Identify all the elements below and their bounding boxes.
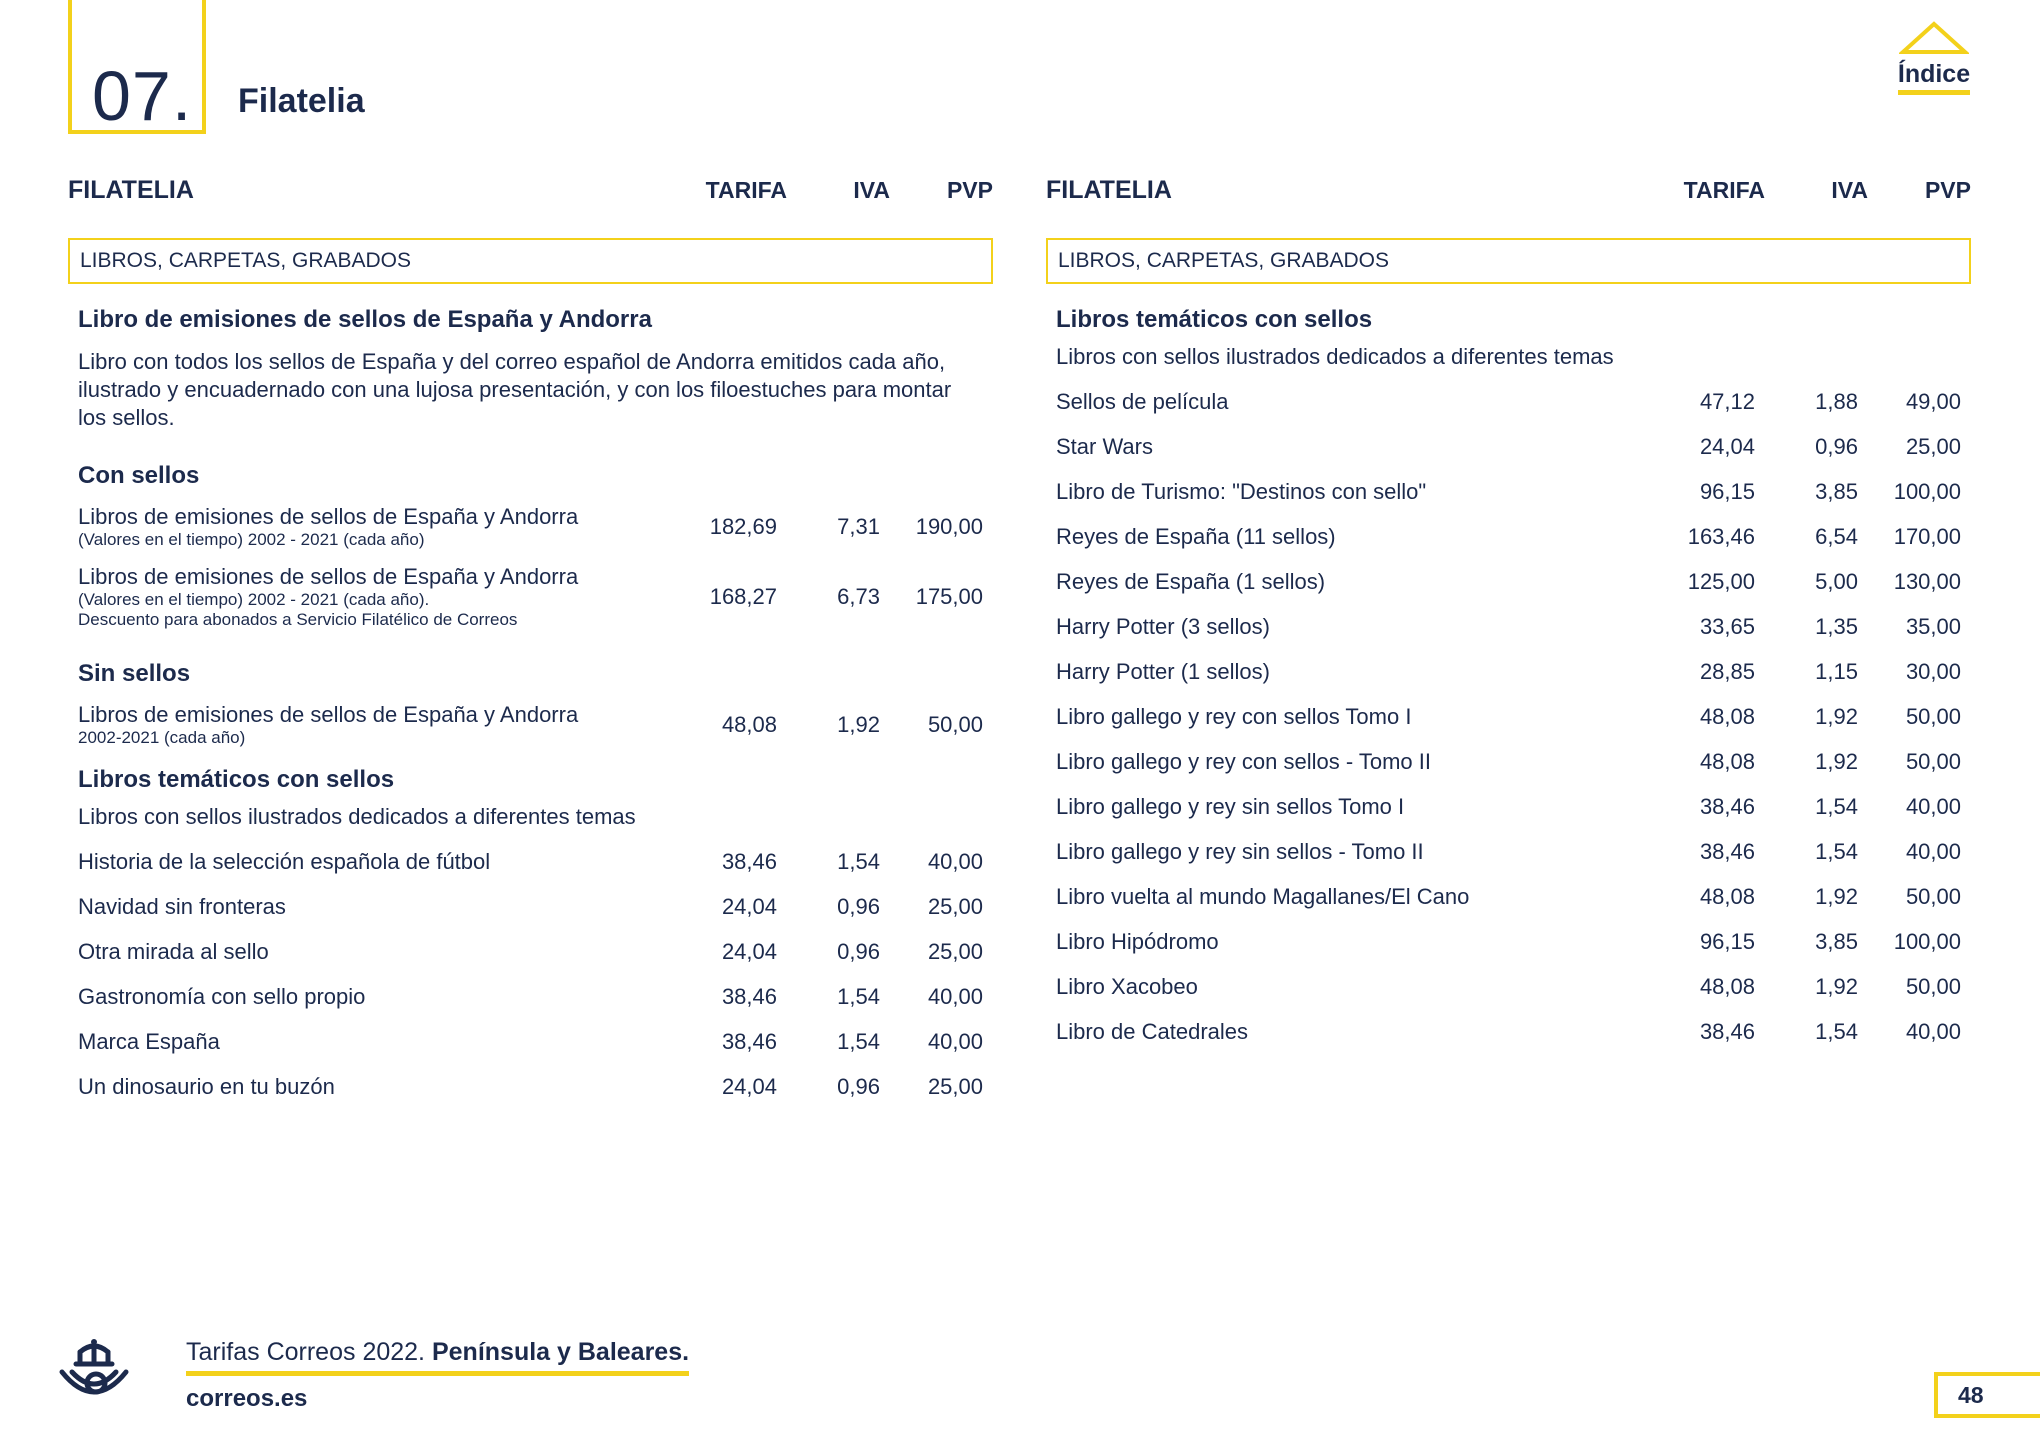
table-row	[78, 564, 983, 630]
table-row	[1056, 649, 1961, 694]
item-iva: 7,31	[837, 514, 880, 539]
item-name: Star Wars	[1056, 433, 1153, 459]
item-iva: 0,96	[837, 893, 880, 919]
item-name: Harry Potter (1 sellos)	[1056, 658, 1270, 684]
table-row	[78, 1019, 983, 1064]
table-row	[78, 884, 983, 929]
item-iva: 1,54	[837, 1028, 880, 1054]
item-note: (Valores en el tiempo) 2002 - 2021 (cada año)	[78, 530, 425, 549]
table-row	[78, 1064, 983, 1109]
table-row	[1056, 1009, 1961, 1054]
index-link[interactable]	[1896, 20, 1972, 95]
item-tarifa: 182,69	[709, 514, 777, 539]
item-pvp: 130,00	[1893, 568, 1961, 594]
table-row	[78, 929, 983, 974]
item-pvp: 25,00	[927, 938, 983, 964]
header-iva: IVA	[853, 176, 890, 203]
table-row	[1056, 964, 1961, 1009]
item-name: Libro Xacobeo	[1056, 973, 1198, 999]
item-tarifa: 48,08	[1699, 883, 1755, 909]
item-tarifa: 48,08	[1699, 748, 1755, 774]
item-tarifa: 96,15	[1699, 478, 1755, 504]
table-row	[1056, 604, 1961, 649]
item-iva: 1,92	[1815, 973, 1858, 999]
header-tarifa: TARIFA	[1683, 176, 1765, 203]
table-row	[1056, 424, 1961, 469]
table-row	[1056, 874, 1961, 919]
item-pvp: 40,00	[927, 983, 983, 1009]
item-pvp: 50,00	[1905, 703, 1961, 729]
footer-website-link[interactable]: correos.es	[186, 1385, 308, 1412]
item-iva: 3,85	[1815, 928, 1858, 954]
book-description: Libro con todos los sellos de España y del correo español de Andorra emitidos cada año, ilustrado y encuadernado con una lujosa presentación, y con los filoestuches para montar los sellos.	[78, 349, 952, 430]
item-iva: 3,85	[1815, 478, 1858, 504]
item-pvp: 25,00	[927, 893, 983, 919]
item-tarifa: 38,46	[721, 848, 777, 874]
item-note: 2002-2021 (cada año)	[78, 728, 246, 747]
item-tarifa: 47,12	[1699, 388, 1755, 414]
item-tarifa: 38,46	[1699, 793, 1755, 819]
item-iva: 5,00	[1815, 568, 1858, 594]
item-name: Libro gallego y rey con sellos - Tomo II	[1056, 748, 1431, 774]
item-iva: 1,54	[837, 848, 880, 874]
item-tarifa: 33,65	[1699, 613, 1755, 639]
table-row	[1056, 784, 1961, 829]
item-pvp: 25,00	[927, 1073, 983, 1099]
item-pvp: 50,00	[927, 712, 983, 737]
item-tarifa: 38,46	[721, 1028, 777, 1054]
table-row	[1056, 469, 1961, 514]
subsection-tematicos: Libros temáticos con sellos	[1056, 306, 1373, 333]
item-name: Harry Potter (3 sellos)	[1056, 613, 1270, 639]
item-pvp: 40,00	[1905, 1018, 1961, 1044]
item-iva: 1,92	[837, 712, 880, 737]
item-name: Libros de emisiones de sellos de España y Andorra	[78, 702, 579, 727]
item-name: Libro vuelta al mundo Magallanes/El Cano	[1056, 883, 1470, 909]
item-pvp: 40,00	[927, 848, 983, 874]
item-tarifa: 38,46	[1699, 838, 1755, 864]
intro-row	[78, 794, 983, 839]
item-tarifa: 168,27	[709, 584, 777, 609]
item-pvp: 100,00	[1893, 928, 1961, 954]
item-name: Libro Hipódromo	[1056, 928, 1219, 954]
item-name: Reyes de España (1 sellos)	[1056, 568, 1326, 594]
page-number: 48	[1934, 1372, 2040, 1418]
section-label: LIBROS, CARPETAS, GRABADOS	[68, 238, 993, 284]
table-row	[1056, 559, 1961, 604]
chapter-number: 07.	[92, 57, 193, 135]
item-name: Sellos de película	[1056, 388, 1229, 414]
item-name: Libros de emisiones de sellos de España y Andorra	[78, 504, 579, 529]
table-row	[78, 504, 983, 550]
item-iva: 1,92	[1815, 883, 1858, 909]
item-name: Libro gallego y rey sin sellos - Tomo II	[1056, 838, 1424, 864]
item-iva: 1,15	[1815, 658, 1858, 684]
item-name: Libro gallego y rey sin sellos Tomo I	[1056, 793, 1405, 819]
footer-title-region: Península y Baleares.	[431, 1338, 690, 1366]
intro-row	[1056, 334, 1961, 379]
item-iva: 1,92	[1815, 703, 1858, 729]
item-name: Un dinosaurio en tu buzón	[78, 1073, 335, 1099]
item-pvp: 50,00	[1905, 748, 1961, 774]
item-pvp: 40,00	[927, 1028, 983, 1054]
item-pvp: 100,00	[1893, 478, 1961, 504]
header-filatelia: FILATELIA	[68, 175, 194, 204]
table-row	[1056, 739, 1961, 784]
item-iva: 0,96	[1815, 433, 1858, 459]
table-header	[68, 170, 993, 210]
footer-tariff-title	[186, 1338, 689, 1376]
item-name: Historia de la selección española de fútbol	[78, 848, 491, 874]
table-row	[78, 974, 983, 1019]
item-name: Reyes de España (11 sellos)	[1056, 523, 1336, 549]
subsection-tematicos: Libros temáticos con sellos	[78, 766, 395, 793]
header-tarifa: TARIFA	[705, 176, 787, 203]
item-tarifa: 24,04	[1699, 433, 1755, 459]
item-tarifa: 24,04	[721, 1073, 777, 1099]
table-row	[1056, 514, 1961, 559]
item-name: Libro gallego y rey con sellos Tomo I	[1056, 703, 1412, 729]
item-tarifa: 96,15	[1699, 928, 1755, 954]
item-iva: 1,54	[837, 983, 880, 1009]
item-tarifa: 28,85	[1699, 658, 1755, 684]
item-iva: 1,92	[1815, 748, 1858, 774]
item-pvp: 40,00	[1905, 793, 1961, 819]
table-header	[1046, 170, 1971, 210]
item-tarifa: 38,46	[1699, 1018, 1755, 1044]
home-icon	[1899, 20, 1969, 56]
subsection-sin-sellos: Sin sellos	[78, 660, 191, 687]
item-tarifa: 48,08	[1699, 973, 1755, 999]
right-item-list	[1056, 379, 1961, 1054]
item-tarifa: 48,08	[721, 712, 777, 737]
table-row	[1056, 919, 1961, 964]
book-title: Libro de emisiones de sellos de España y Andorra	[78, 306, 652, 333]
item-iva: 1,35	[1815, 613, 1858, 639]
subsection-con-sellos: Con sellos	[78, 462, 200, 489]
index-link-label: Índice	[1898, 60, 1970, 95]
item-name: Gastronomía con sello propio	[78, 983, 366, 1009]
intro-text: Libros con sellos ilustrados dedicados a diferentes temas	[1056, 343, 1614, 369]
item-name: Libros de emisiones de sellos de España y Andorra	[78, 564, 579, 589]
table-row	[78, 839, 983, 884]
item-iva: 6,73	[837, 584, 880, 609]
header-pvp: PVP	[1924, 176, 1971, 203]
item-name: Otra mirada al sello	[78, 938, 269, 964]
table-row	[1056, 829, 1961, 874]
item-note-discount: Descuento para abonados a Servicio Filatélico de Correos	[78, 610, 518, 629]
item-pvp: 50,00	[1905, 883, 1961, 909]
item-note: (Valores en el tiempo) 2002 - 2021 (cada año).	[78, 590, 430, 609]
item-tarifa: 163,46	[1687, 523, 1755, 549]
item-pvp: 49,00	[1905, 388, 1961, 414]
item-tarifa: 38,46	[721, 983, 777, 1009]
item-pvp: 35,00	[1905, 613, 1961, 639]
item-pvp: 30,00	[1905, 658, 1961, 684]
item-pvp: 50,00	[1905, 973, 1961, 999]
item-pvp: 170,00	[1893, 523, 1961, 549]
item-pvp: 25,00	[1905, 433, 1961, 459]
footer-title-regular: Tarifas Correos 2022.	[186, 1338, 426, 1366]
item-name: Navidad sin fronteras	[78, 893, 286, 919]
table-row	[1056, 379, 1961, 424]
item-iva: 0,96	[837, 938, 880, 964]
correos-crown-horn-logo-icon	[56, 1338, 132, 1406]
section-label: LIBROS, CARPETAS, GRABADOS	[1046, 238, 1971, 284]
left-price-column	[68, 170, 993, 1109]
item-iva: 1,54	[1815, 1018, 1858, 1044]
item-iva: 0,96	[837, 1073, 880, 1099]
item-tarifa: 125,00	[1687, 568, 1755, 594]
item-pvp: 190,00	[915, 514, 983, 539]
item-name: Marca España	[78, 1028, 220, 1054]
header-pvp: PVP	[946, 176, 993, 203]
item-tarifa: 24,04	[721, 938, 777, 964]
item-iva: 6,54	[1815, 523, 1858, 549]
header-iva: IVA	[1831, 176, 1868, 203]
intro-text: Libros con sellos ilustrados dedicados a diferentes temas	[78, 803, 636, 829]
item-tarifa: 24,04	[721, 893, 777, 919]
table-row	[78, 702, 983, 748]
item-name: Libro de Turismo: "Destinos con sello"	[1056, 478, 1427, 504]
item-pvp: 40,00	[1905, 838, 1961, 864]
item-iva: 1,54	[1815, 838, 1858, 864]
item-iva: 1,88	[1815, 388, 1858, 414]
item-pvp: 175,00	[915, 584, 983, 609]
item-name: Libro de Catedrales	[1056, 1018, 1249, 1044]
page-title: Filatelia	[238, 82, 365, 120]
item-iva: 1,54	[1815, 793, 1858, 819]
table-row	[1056, 694, 1961, 739]
header-filatelia: FILATELIA	[1046, 175, 1172, 204]
item-tarifa: 48,08	[1699, 703, 1755, 729]
right-price-column	[1046, 170, 1971, 1054]
